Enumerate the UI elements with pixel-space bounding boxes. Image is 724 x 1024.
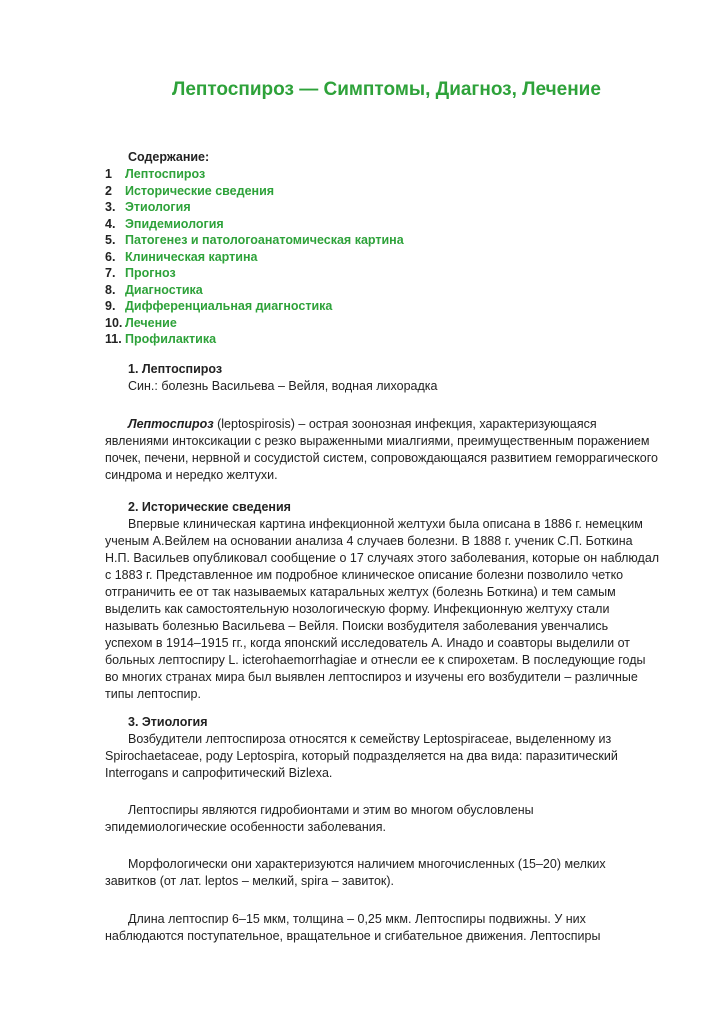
toc-item xyxy=(105,232,404,249)
toc-item xyxy=(105,199,404,216)
toc-link-etiology[interactable]: Этиология xyxy=(125,200,191,214)
synonyms-line: Син.: болезнь Васильева – Вейля, водная лихорадка xyxy=(128,379,438,393)
paragraph-line: отграничить ее от так называемых катаральных желтух (болезнь Боткина) и тем самым xyxy=(105,585,616,599)
toc-item xyxy=(105,183,404,200)
section-heading-history: 2. Исторические сведения xyxy=(128,500,291,514)
toc-link-prognosis[interactable]: Прогноз xyxy=(125,266,176,280)
paragraph-line: с 1883 г. Представленное им подробное клиническое описание болезни позволило четко xyxy=(105,568,624,582)
section-heading-leptospirosis: 1. Лептоспироз xyxy=(128,362,223,376)
toc-item xyxy=(105,265,404,282)
toc-heading: Содержание: xyxy=(128,150,210,164)
toc-link-treatment[interactable]: Лечение xyxy=(125,315,177,330)
paragraph-line: Лептоспиры являются гидробионтами и этим во многом обусловлены xyxy=(128,803,534,817)
paragraph-line xyxy=(128,417,597,431)
paragraph-line: Возбудители лептоспироза относятся к семейству Leptospiraceae, выделенному из xyxy=(128,732,612,746)
toc-link-epidemiology[interactable]: Эпидемиология xyxy=(125,216,224,231)
toc-item-number: 6. xyxy=(105,249,116,264)
toc-item-number: 10. xyxy=(105,315,123,330)
paragraph-line: Впервые клиническая картина инфекционной желтухи была описана в 1886 г. немецким xyxy=(128,517,643,531)
paragraph-line: ученым А.Вейлем на основании анализа 4 случаев болезни. В 1888 г. ученик С.П. Боткина xyxy=(105,534,633,548)
paragraph-line: наблюдаются поступательное, вращательное и сгибательное движения. Лептоспиры xyxy=(105,929,601,943)
paragraph-line: завитков (от лат. leptos – мелкий, spira – завиток). xyxy=(105,874,394,888)
toc-link-pathogenesis[interactable]: Патогенез и патологоанатомическая картина xyxy=(125,233,404,247)
paragraph-line: выделить как самостоятельную нозологическую форму. Инфекционную желтуху стали xyxy=(105,602,610,616)
toc-item-number: 5. xyxy=(105,233,116,247)
paragraph-line: больных лептоспиру L. icterohaemorrhagiae и отнесли ее к спирохетам. В последующие годы xyxy=(105,653,646,667)
paragraph-line: во многих странах мира был выявлен лептоспироз и изучены его возбудители – различные xyxy=(105,670,638,684)
toc-item xyxy=(105,216,404,233)
paragraph-line: Морфологически они характеризуются наличием многочисленных (15–20) мелких xyxy=(128,857,606,871)
toc-item-number: 3. xyxy=(105,200,116,214)
toc-item-number: 7. xyxy=(105,266,116,280)
toc-item xyxy=(105,315,404,332)
toc-item-number: 4. xyxy=(105,216,116,231)
paragraph-line: успехом в 1914–1915 гг., когда японский исследователь А. Инадо и соавторы выделили от xyxy=(105,636,630,650)
definition-text: (leptospirosis) – острая зоонозная инфекция, характеризующаяся xyxy=(213,417,597,431)
page-title: Лептоспироз — Симптомы, Диагноз, Лечение xyxy=(172,79,601,100)
paragraph-line: Н.П. Васильев опубликовал сообщение о 17 случаях этого заболевания, которые он наблюдал xyxy=(105,551,660,565)
paragraph-line: эпидемиологические особенности заболевания. xyxy=(105,820,386,834)
toc-item-number: 9. xyxy=(105,299,116,313)
paragraph-line: называть болезнью Васильева – Вейля. Поиски возбудителя заболевания увенчались xyxy=(105,619,609,633)
defined-term: Лептоспироз xyxy=(128,417,214,431)
toc-item xyxy=(105,331,404,348)
toc-item-number: 1 xyxy=(105,167,112,181)
paragraph-line: Длина лептоспир 6–15 мкм, толщина – 0,25 мкм. Лептоспиры подвижны. У них xyxy=(128,912,586,926)
toc-item xyxy=(105,298,404,315)
toc-item xyxy=(105,249,404,266)
table-of-contents xyxy=(105,166,404,348)
paragraph-line: почек, печени, нервной и сосудистой систем, сопровождающаяся развитием геморрагического xyxy=(105,451,658,465)
paragraph-line: Spirochaetaceae, роду Leptospira, который подразделяется на два вида: паразитический xyxy=(105,749,618,763)
toc-link-leptospirosis[interactable]: Лептоспироз xyxy=(125,167,206,181)
paragraph-line: синдрома и нередко желтухи. xyxy=(105,468,278,482)
toc-item xyxy=(105,282,404,299)
toc-item-number: 2 xyxy=(105,183,112,198)
toc-item-number: 8. xyxy=(105,282,116,297)
toc-link-diagnostics[interactable]: Диагностика xyxy=(125,282,203,297)
toc-link-history[interactable]: Исторические сведения xyxy=(125,183,275,198)
toc-item-number: 11. xyxy=(105,332,122,346)
toc-link-differential-diagnostics[interactable]: Дифференциальная диагностика xyxy=(125,299,333,313)
section-heading-etiology: 3. Этиология xyxy=(128,715,208,729)
toc-link-prevention[interactable]: Профилактика xyxy=(125,332,217,346)
paragraph-line: Interrogans и сапрофитический Bizlexa. xyxy=(105,766,333,780)
toc-item xyxy=(105,166,404,183)
toc-link-clinical-picture[interactable]: Клиническая картина xyxy=(125,249,258,264)
paragraph-line: типы лептоспир. xyxy=(105,687,201,701)
paragraph-line: явлениями интоксикации с резко выраженными миалгиями, преимущественным поражением xyxy=(105,434,650,448)
